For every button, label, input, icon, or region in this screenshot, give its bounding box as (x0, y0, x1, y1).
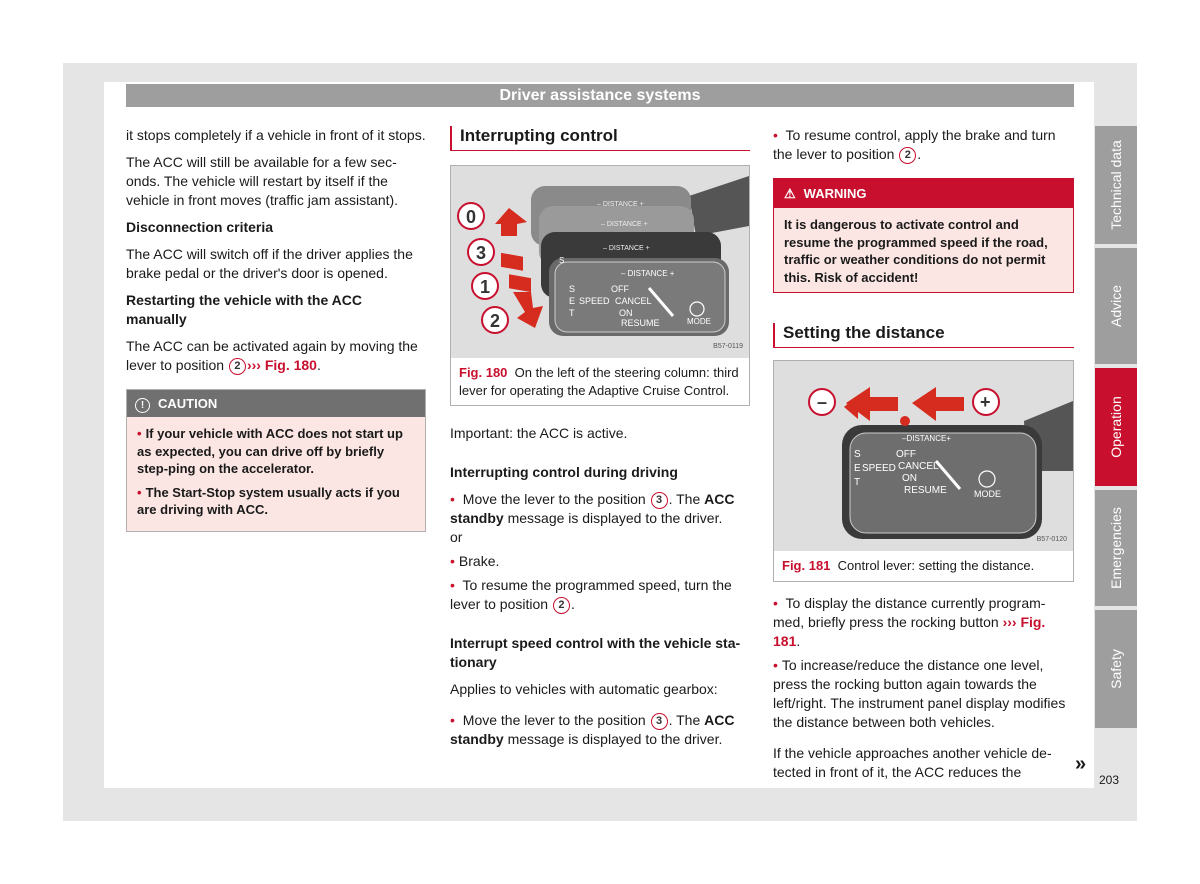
svg-text:OFF: OFF (611, 284, 629, 294)
svg-text:E: E (569, 296, 576, 306)
figure-link[interactable]: ››› Fig. 180 (246, 357, 317, 373)
list-item: • Move the lever to the position 3 . The ACC standby message is displayed to the driver. (450, 711, 750, 749)
figure-caption: Fig. 180 On the left of the steering column: third lever for operating the Adaptive Cruise Control. (459, 365, 739, 398)
figure-code: B57-0119 (713, 343, 743, 350)
distance-lever-illustration (774, 361, 1073, 551)
list-item: • Move the lever to the position 3 . The ACC standby message is displayed to the driver. (450, 490, 750, 528)
paragraph: or (450, 529, 463, 545)
svg-text:RESUME: RESUME (621, 318, 660, 328)
tab-emergencies[interactable]: Emergencies (1095, 490, 1137, 606)
list-item: • To increase/reduce the distance one level, press the rocking button again towards the left/right. The instrument panel display modifies the distance between both vehicles. (773, 656, 1074, 732)
figure-image (774, 361, 1073, 551)
chapter-header: Driver assistance systems (126, 84, 1074, 107)
svg-text:CANCEL: CANCEL (615, 296, 652, 306)
subheading: Interrupting control during driving (450, 464, 678, 480)
svg-text:MODE: MODE (974, 489, 1001, 499)
figure-180 (450, 165, 750, 406)
section-title: Setting the distance (773, 323, 1074, 348)
position-number: 2 (229, 358, 246, 375)
column-2 (450, 126, 750, 749)
section-title: Interrupting control (450, 126, 750, 151)
tab-operation[interactable]: Operation (1095, 368, 1137, 486)
lever-label: – DISTANCE + (601, 221, 648, 228)
lever-illustration (451, 166, 749, 358)
subheading: Disconnection criteria (126, 219, 274, 235)
page-number: 203 (1099, 773, 1120, 787)
svg-text:S: S (569, 284, 576, 294)
position-label: 3 (476, 243, 487, 263)
paragraph: The ACC will switch off if the driver applies the brake pedal or the driver's door is opened. (126, 246, 413, 281)
svg-text:–DISTANCE+: –DISTANCE+ (902, 434, 951, 443)
continue-marker: » (1075, 753, 1087, 775)
position-label: 2 (490, 311, 501, 331)
svg-text:S: S (559, 256, 565, 265)
svg-text:S: S (854, 449, 861, 460)
paragraph: If the vehicle approaches another vehicle de-tected in front of it, the ACC reduces the (773, 744, 1052, 780)
caution-body (127, 417, 425, 531)
svg-text:ON: ON (902, 473, 917, 484)
svg-text:E: E (854, 463, 861, 474)
caution-icon: ! (135, 398, 150, 413)
warning-box (773, 178, 1074, 293)
column-3 (773, 126, 1074, 782)
position-label: 0 (466, 207, 477, 227)
warning-header: ⚠ WARNING (774, 179, 1073, 208)
svg-text:ON: ON (619, 308, 633, 318)
svg-text:T: T (569, 308, 575, 318)
tab-advice[interactable]: Advice (1095, 248, 1137, 364)
svg-text:OFF: OFF (896, 449, 916, 460)
svg-text:RESUME: RESUME (904, 485, 947, 496)
warning-body: It is dangerous to activate control and resume the programmed speed if the road, traffic or weather conditions do not permit this. Risk of accident! (774, 208, 1073, 292)
plus-label: + (980, 392, 991, 412)
lever-label: – DISTANCE + (603, 245, 650, 252)
caution-box (126, 389, 426, 532)
lever-label: – DISTANCE + (597, 201, 644, 208)
minus-label: – (817, 392, 828, 412)
list-item: • To resume the programmed speed, turn the lever to position 2 . (450, 576, 750, 614)
subheading: Interrupt speed control with the vehicle sta-tionary (450, 635, 741, 670)
paragraph: it stops completely if a vehicle in front of it stops. (126, 127, 426, 143)
caution-item: • If your vehicle with ACC does not start up as expected, you can drive off by briefly step-ping on the accelerator. (137, 425, 417, 478)
position-label: 1 (480, 277, 491, 297)
list-item: • To display the distance currently program-med, briefly press the rocking button ››› Fig. 181. (773, 594, 1074, 651)
figure-link[interactable]: ››› Fig. 181 (773, 613, 1046, 649)
figure-image (451, 166, 749, 358)
tab-safety[interactable]: Safety (1095, 610, 1137, 728)
figure-181 (773, 360, 1074, 582)
caution-header: ! CAUTION (127, 390, 425, 417)
figure-code: B57-0120 (1036, 536, 1067, 543)
list-item: • To resume control, apply the brake and turn the lever to position 2 . (773, 126, 1074, 164)
figure-caption: Fig. 181 Control lever: setting the distance. (782, 558, 1035, 573)
paragraph: The ACC can be activated again by moving the lever to position 2 ››› Fig. 180. (126, 338, 418, 373)
svg-text:SPEED: SPEED (579, 296, 610, 306)
subheading: Restarting the vehicle with the ACC manually (126, 292, 362, 327)
paragraph: Applies to vehicles with automatic gearbox: (450, 681, 718, 697)
svg-text:CANCEL: CANCEL (898, 461, 939, 472)
svg-text:MODE: MODE (687, 317, 711, 326)
paragraph: The ACC will still be available for a few sec-onds. The vehicle will restart by itself if the vehicle in front moves (traffic jam assistant). (126, 154, 399, 208)
warning-icon: ⚠ (784, 186, 796, 201)
list-item: • Brake. (450, 552, 750, 571)
column-1 (126, 126, 426, 532)
svg-text:T: T (854, 477, 861, 488)
svg-text:SPEED: SPEED (862, 463, 896, 474)
tab-technical-data[interactable]: Technical data (1095, 126, 1137, 244)
paragraph: Important: the ACC is active. (450, 425, 628, 441)
caution-item: • The Start-Stop system usually acts if you are driving with ACC. (137, 484, 417, 519)
lever-label: – DISTANCE + (621, 269, 675, 278)
